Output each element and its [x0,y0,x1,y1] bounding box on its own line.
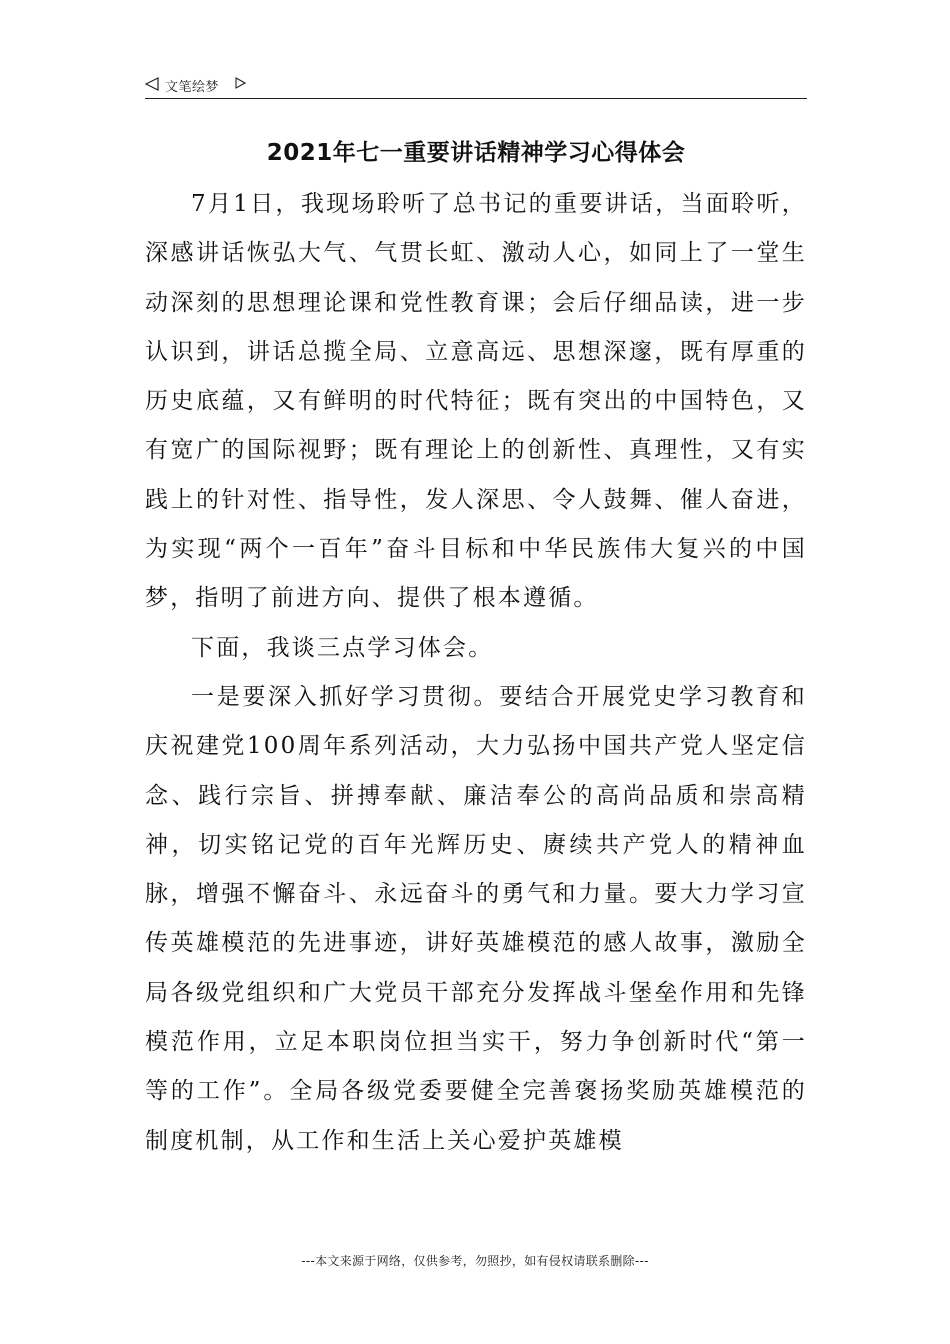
header-brand: 文笔绘梦 [165,80,220,95]
paragraph: 一是要深入抓好学习贯彻。要结合开展党史学习教育和庆祝建党100周年系列活动，大力弘扬中国共产党人坚定信念、践行宗旨、拼搏奉献、廉洁奉公的高尚品质和崇高精神，切实铭记党的百年光辉历史、赓续共产党人的精神血脉，增强不懈奋斗、永远奋斗的勇气和力量。要大力学习宣传英雄模范的先进事迹，讲好英雄模范的感人故事，激励全局各级党组织和广大党员干部充分发挥战斗堡垒作用和先锋模范作用，立足本职岗位担当实干，努力争创新时代“第一等的工作”。全局各级党委要健全完善褒扬奖励英雄模范的制度机制，从工作和生活上关心爱护英雄模 [145,683,807,1154]
document-body [145,180,807,1166]
paragraph: 7月1日，我现场聆听了总书记的重要讲话，当面聆听，深感讲话恢弘大气、气贯长虹、激动人心，如同上了一堂生动深刻的思想理论课和党性教育课；会后仔细品读，进一步认识到，讲话总揽全局、立意高远、思想深邃，既有厚重的历史底蕴，又有鲜明的时代特征；既有突出的中国特色，又有宽广的国际视野；既有理论上的创新性、真理性，又有实践上的针对性、指导性，发人深思、令人鼓舞、催人奋进，为实现“两个一百年”奋斗目标和中华民族伟大复兴的中国梦，指明了前进方向、提供了根本遵循。 [145,191,807,612]
triangle-left-icon [145,77,159,91]
triangle-right-icon [235,77,246,89]
document-title: 2021年七一重要讲话精神学习心得体会 [266,140,686,166]
page-header [145,72,807,99]
footer-notice: ---本文来源于网络，仅供参考，勿照抄，如有侵权请联系删除--- [301,1254,649,1268]
paragraph: 下面，我谈三点学习体会。 [191,634,494,661]
